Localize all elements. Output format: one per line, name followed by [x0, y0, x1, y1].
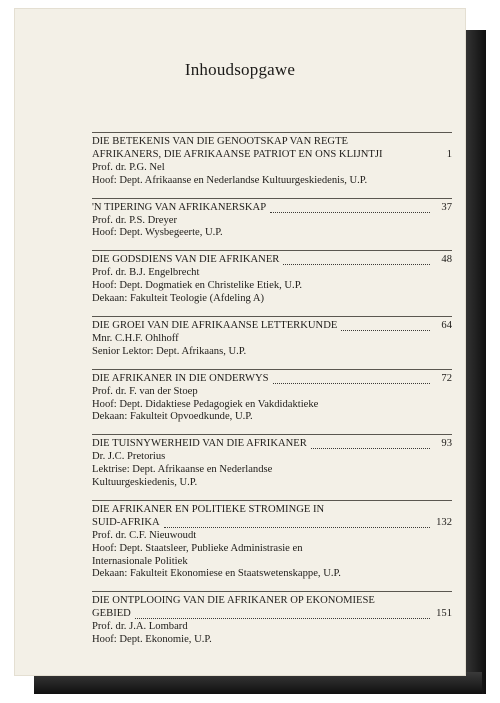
toc-entry — [92, 434, 452, 490]
page-number: 72 — [441, 372, 452, 384]
entry-affiliation: Internasionale Politiek — [92, 555, 188, 567]
toc-entry — [92, 316, 452, 359]
toc-entry — [92, 500, 452, 581]
page-title: Inhoudsopgawe — [184, 60, 296, 79]
entry-heading: SUID-AFRIKA — [92, 516, 160, 528]
book-page — [14, 8, 466, 676]
entry-heading: 'N TIPERING VAN AFRIKANERSKAP — [92, 201, 267, 213]
entry-affiliation: Hoof: Dept. Wysbegeerte, U.P. — [92, 227, 223, 239]
entry-divider — [92, 250, 452, 251]
entry-author: Mnr. C.H.F. Ohlhoff — [92, 332, 179, 344]
dot-leader — [164, 526, 430, 528]
toc-entry — [92, 591, 452, 647]
toc-entry — [92, 250, 452, 306]
entry-heading-row — [92, 320, 452, 333]
entry-heading: DIE ONTPLOOING VAN DIE AFRIKANER OP EKONOMIESE — [92, 595, 375, 607]
entry-affiliation: Kultuurgeskiedenis, U.P. — [92, 477, 198, 489]
entry-heading-row — [92, 608, 452, 621]
entry-heading-row — [92, 254, 452, 267]
page-number: 93 — [441, 438, 452, 450]
entry-heading: DIE TUISNYWERHEID VAN DIE AFRIKANER — [92, 438, 307, 450]
entry-heading: DIE GROEI VAN DIE AFRIKAANSE LETTERKUNDE — [92, 319, 338, 331]
entry-heading: AFRIKANERS, DIE AFRIKAANSE PATRIOT EN ONS KLIJNTJI — [92, 148, 383, 160]
entry-heading: GEBIED — [92, 608, 131, 620]
dot-leader — [135, 617, 430, 619]
entry-divider — [92, 434, 452, 435]
toc-entry — [92, 369, 452, 425]
page-number: 132 — [436, 516, 452, 528]
entry-author: Prof. dr. F. van der Stoep — [92, 385, 198, 397]
entry-divider — [92, 591, 452, 592]
entry-heading: DIE BETEKENIS VAN DIE GENOOTSKAP VAN REGTE — [92, 136, 349, 147]
entry-affiliation: Hoof: Dept. Didaktiese Pedagogiek en Vakdidaktieke — [92, 398, 319, 410]
entry-author: Prof. dr. B.J. Engelbrecht — [92, 267, 200, 279]
entry-author: Prof. dr. J.A. Lombard — [92, 621, 188, 633]
entry-affiliation: Senior Lektor: Dept. Afrikaans, U.P. — [92, 345, 247, 357]
page-number: 151 — [436, 608, 452, 620]
entry-affiliation: Hoof: Dept. Afrikaanse en Nederlandse Kultuurgeskiedenis, U.P. — [92, 174, 368, 186]
entry-heading-row — [92, 149, 452, 162]
entry-heading: DIE AFRIKANER EN POLITIEKE STROMINGE IN — [92, 503, 325, 515]
entry-divider — [92, 132, 452, 133]
dot-leader — [311, 447, 430, 449]
entry-heading-row — [92, 438, 452, 451]
entry-divider — [92, 198, 452, 199]
entry-affiliation: Hoof: Dept. Dogmatiek en Christelike Etiek, U.P. — [92, 280, 303, 292]
dot-leader — [341, 329, 430, 331]
entry-author: Prof. dr. P.S. Dreyer — [92, 214, 178, 226]
table-of-contents — [92, 132, 452, 657]
dot-leader — [273, 382, 430, 384]
page-number: 48 — [441, 254, 452, 266]
page-number: 1 — [446, 148, 452, 160]
entry-affiliation: Hoof: Dept. Staatsleer, Publieke Administrasie en — [92, 542, 303, 554]
entry-divider — [92, 316, 452, 317]
page-number: 64 — [441, 319, 452, 331]
entry-author: Prof. dr. P.G. Nel — [92, 161, 165, 173]
toc-entry — [92, 132, 452, 188]
entry-heading-row — [92, 202, 452, 215]
entry-affiliation: Dekaan: Fakulteit Opvoedkunde, U.P. — [92, 411, 253, 423]
entry-heading-row — [92, 373, 452, 386]
entry-heading-row — [92, 517, 452, 530]
entry-affiliation: Dekaan: Fakulteit Ekonomiese en Staatswetenskappe, U.P. — [92, 568, 341, 580]
entry-affiliation: Dekaan: Fakulteit Teologie (Afdeling A) — [92, 293, 265, 305]
entry-author: Dr. J.C. Pretorius — [92, 451, 166, 463]
toc-entry — [92, 198, 452, 241]
entry-affiliation: Hoof: Dept. Ekonomie, U.P. — [92, 634, 212, 646]
entry-heading: DIE GODSDIENS VAN DIE AFRIKANER — [92, 254, 280, 266]
dot-leader — [270, 211, 430, 213]
dot-leader — [283, 263, 430, 265]
entry-divider — [92, 369, 452, 370]
entry-divider — [92, 500, 452, 501]
entry-author: Prof. dr. C.F. Nieuwoudt — [92, 529, 197, 541]
page-number: 37 — [441, 201, 452, 213]
entry-affiliation: Lektrise: Dept. Afrikaanse en Nederlandse — [92, 464, 273, 476]
entry-heading: DIE AFRIKANER IN DIE ONDERWYS — [92, 372, 269, 384]
